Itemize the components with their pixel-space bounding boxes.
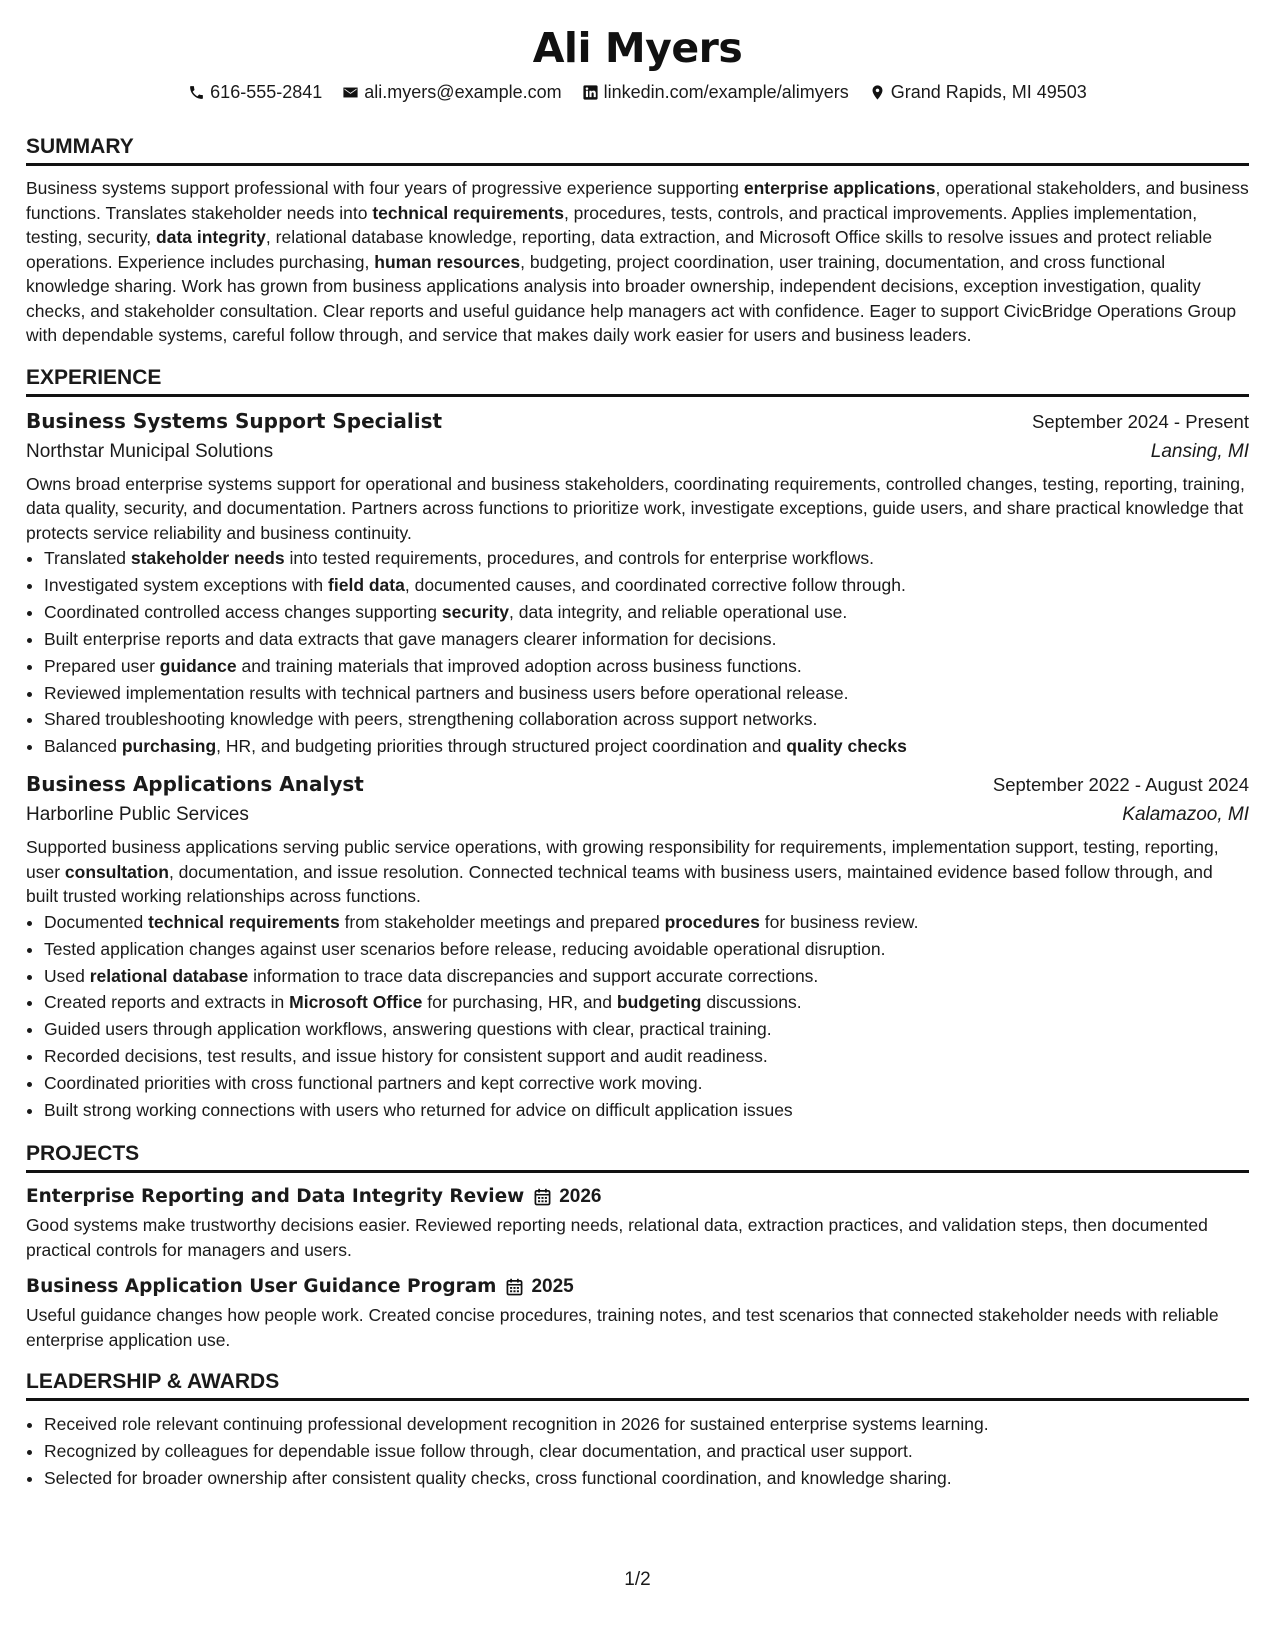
leadership-bullets <box>26 1411 1249 1492</box>
project-entry <box>26 1183 1249 1262</box>
summary-heading: SUMMARY <box>26 134 1249 166</box>
project-date <box>534 1186 601 1208</box>
list-item: • Prepared user guidance and training materials that improved adoption across business functions. <box>44 653 1249 680</box>
leadership-section <box>26 1369 1249 1492</box>
phone-icon <box>188 84 205 101</box>
list-item: • Shared troubleshooting knowledge with peers, strengthening collaboration across support networks. <box>44 706 1249 733</box>
list-item: • Recognized by colleagues for dependable issue follow through, clear documentation, and practical user support. <box>44 1438 1249 1465</box>
project-date <box>506 1276 573 1298</box>
projects-heading: PROJECTS <box>26 1141 1249 1173</box>
list-item: • Guided users through application workflows, answering questions with clear, practical training. <box>44 1016 1249 1043</box>
list-item: • Documented technical requirements from stakeholder meetings and prepared procedures for business review. <box>44 909 1249 936</box>
projects-section <box>26 1141 1249 1352</box>
job-entry <box>26 770 1249 1124</box>
resume-page <box>26 0 1249 1492</box>
list-item: • Created reports and extracts in Microsoft Office for purchasing, HR, and budgeting discussions. <box>44 989 1249 1016</box>
job-location: Lansing, MI <box>1150 440 1249 462</box>
summary-section <box>26 134 1249 348</box>
contact-location <box>869 80 1087 104</box>
map-pin-icon <box>869 84 886 101</box>
contact-linkedin[interactable] <box>582 80 849 104</box>
job-dates: September 2024 - Present <box>1032 410 1249 432</box>
list-item: • Coordinated controlled access changes supporting security, data integrity, and reliable operational use. <box>44 599 1249 626</box>
job-dates: September 2022 - August 2024 <box>992 774 1249 796</box>
calendar-icon <box>506 1278 523 1296</box>
list-item: • Coordinated priorities with cross functional partners and kept corrective work moving. <box>44 1070 1249 1097</box>
job-entry <box>26 407 1249 761</box>
phone-number: 616-555-2841 <box>210 82 323 102</box>
project-entry <box>26 1273 1249 1352</box>
list-item: • Balanced purchasing, HR, and budgeting priorities through structured project coordination and quality checks <box>44 733 1249 760</box>
candidate-name: Ali Myers <box>532 24 743 72</box>
envelope-icon <box>342 84 359 101</box>
job-location: Kalamazoo, MI <box>1122 804 1249 826</box>
project-title: Business Application User Guidance Program <box>26 1276 497 1297</box>
contact-bar <box>26 80 1249 104</box>
contact-phone <box>188 80 322 104</box>
linkedin-icon <box>582 84 599 101</box>
experience-section <box>26 365 1249 1125</box>
list-item: • Reviewed implementation results with technical partners and business users before operational release. <box>44 680 1249 707</box>
project-year: 2026 <box>559 1186 602 1207</box>
job-summary: Supported business applications serving public service operations, with growing responsibility for requirements, implementation support, testing, reporting, user consultation, documentation, and issue resolution. Connected technical teams with business users, maintained evidence based follow through, and built trusted working relationships across functions. <box>26 837 1219 907</box>
experience-heading: EXPERIENCE <box>26 365 1249 397</box>
job-summary: Owns broad enterprise systems support for operational and business stakeholders, coordinating requirements, controlled changes, testing, reporting, training, data quality, security, and documentation. Partners across functions to prioritize work, investigate exceptions, guide users, and share practical knowledge that protects service reliability and business continuity. <box>26 473 1245 543</box>
project-year: 2025 <box>531 1276 574 1297</box>
job-title: Business Applications Analyst <box>26 772 364 797</box>
list-item: • Used relational database information to trace data discrepancies and support accurate corrections. <box>44 963 1249 990</box>
email-address[interactable]: ali.myers@example.com <box>364 82 562 102</box>
summary-text: Business systems support professional with four years of progressive experience supporting enterprise applications, operational stakeholders, and business functions. Translates stakeholder needs into technical requirements, procedures, tests, controls, and practical improvements. Applies implementation, testing, security, data integrity, relational database knowledge, reporting, data extraction, and Microsoft Office skills to resolve issues and protect reliable operations. Experience includes purchasing, human resources, budgeting, project coordination, user training, documentation, and cross functional knowledge sharing. Work has grown from business applications analysis into broader ownership, independent decisions, exception investigation, quality checks, and stakeholder consultation. Clear reports and useful guidance help managers act with confidence. Eager to support CivicBridge Operations Group with dependable systems, careful follow through, and service that makes daily work easier for users and business leaders. <box>26 178 1249 345</box>
linkedin-url[interactable]: linkedin.com/example/alimyers <box>603 82 849 102</box>
project-description: Good systems make trustworthy decisions easier. Reviewed reporting needs, relational data, extraction practices, and validation steps, then documented practical controls for managers and users. <box>26 1215 1208 1260</box>
location-text: Grand Rapids, MI 49503 <box>890 82 1087 102</box>
job-bullets <box>26 909 1249 1124</box>
job-title: Business Systems Support Specialist <box>26 408 443 433</box>
leadership-heading: LEADERSHIP & AWARDS <box>26 1369 1249 1401</box>
list-item: • Tested application changes against user scenarios before release, reducing avoidable operational disruption. <box>44 936 1249 963</box>
list-item: • Built enterprise reports and data extracts that gave managers clearer information for decisions. <box>44 626 1249 653</box>
project-title: Enterprise Reporting and Data Integrity Review <box>26 1186 525 1207</box>
job-bullets <box>26 545 1249 760</box>
contact-email[interactable] <box>342 80 561 104</box>
project-description: Useful guidance changes how people work. Created concise procedures, training notes, and test scenarios that connected stakeholder needs with reliable enterprise application use. <box>26 1305 1219 1350</box>
list-item: • Recorded decisions, test results, and issue history for consistent support and audit readiness. <box>44 1043 1249 1070</box>
list-item: • Built strong working connections with users who returned for advice on difficult application issues <box>44 1097 1249 1124</box>
job-company: Northstar Municipal Solutions <box>26 440 274 462</box>
calendar-icon <box>534 1188 551 1206</box>
job-company: Harborline Public Services <box>26 804 249 826</box>
list-item: • Investigated system exceptions with field data, documented causes, and coordinated corrective follow through. <box>44 572 1249 599</box>
page-number: 1/2 <box>624 1569 651 1590</box>
list-item: • Received role relevant continuing professional development recognition in 2026 for sustained enterprise systems learning. <box>44 1411 1249 1438</box>
list-item: • Selected for broader ownership after consistent quality checks, cross functional coordination, and knowledge sharing. <box>44 1465 1249 1492</box>
list-item: • Translated stakeholder needs into tested requirements, procedures, and controls for enterprise workflows. <box>44 545 1249 572</box>
